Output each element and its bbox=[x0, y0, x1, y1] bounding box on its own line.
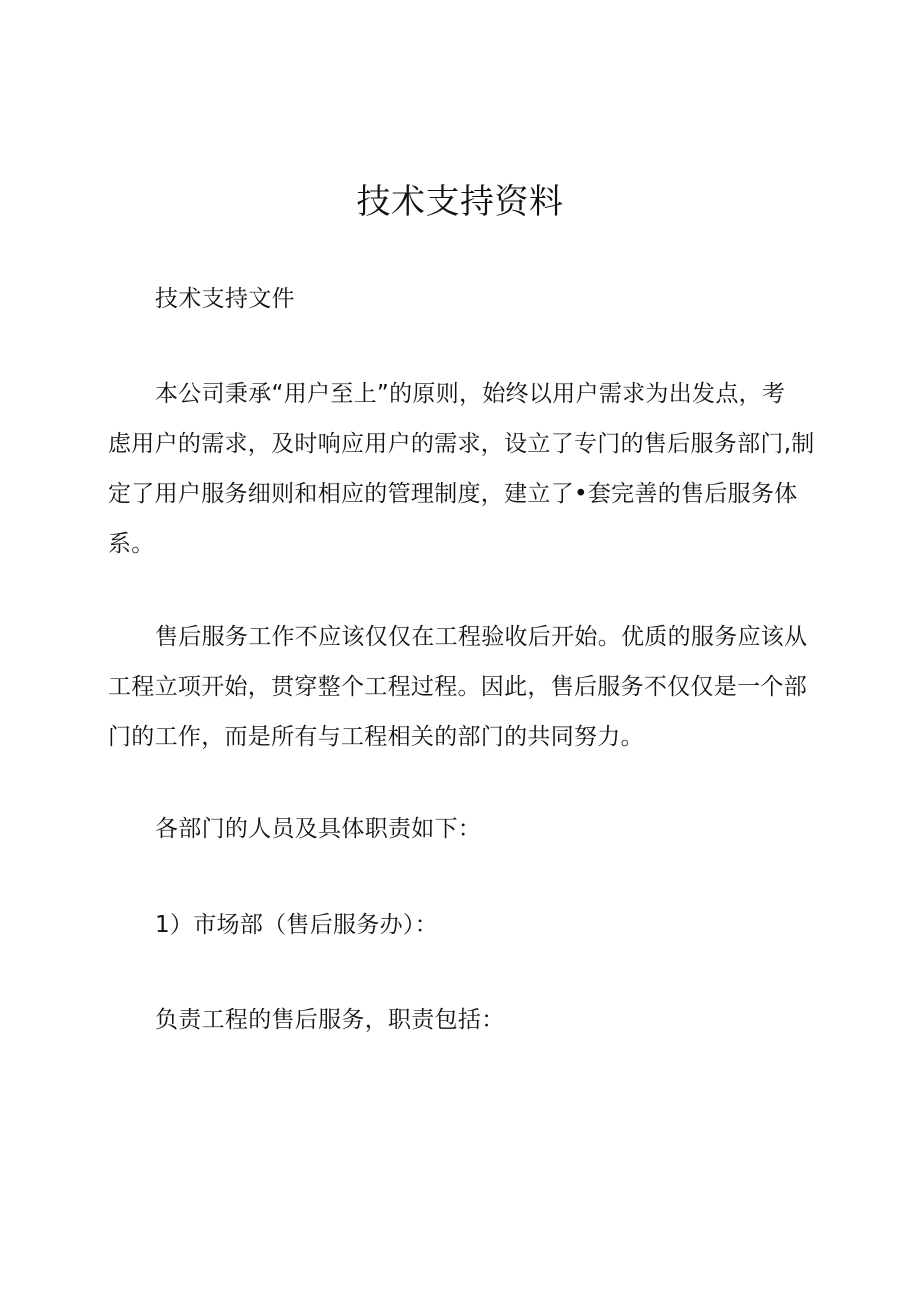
paragraph-line: 门的工作，而是所有与工程相关的部门的共同努力。 bbox=[108, 724, 644, 750]
paragraph-line: 工程立项开始，贯穿整个工程过程。因此，售后服务不仅仅是一个部 bbox=[108, 674, 807, 700]
paragraph-line: 售后服务工作不应该仅仅在工程验收后开始。优质的服务应该从 bbox=[155, 624, 808, 650]
paragraph-line: 虑用户的需求，及时响应用户的需求，设立了专门的售后服务部门,制 bbox=[108, 431, 815, 457]
list-item-marketing-department: 1）市场部（售后服务办）： bbox=[155, 912, 439, 938]
paragraph-line: 定了用户服务细则和相应的管理制度，建立了•套完善的售后服务体 bbox=[108, 481, 798, 507]
paragraph-line: 系。 bbox=[108, 531, 155, 557]
document-title: 技术支持资料 bbox=[356, 182, 564, 222]
section-heading: 技术支持文件 bbox=[155, 286, 295, 312]
paragraph-responsibilities-intro: 负责工程的售后服务，职责包括： bbox=[155, 1007, 505, 1033]
paragraph-departments-intro: 各部门的人员及具体职责如下： bbox=[155, 816, 482, 842]
paragraph-line: 本公司秉承“用户至上”的原则，始终以用户需求为出发点，考 bbox=[155, 381, 786, 407]
